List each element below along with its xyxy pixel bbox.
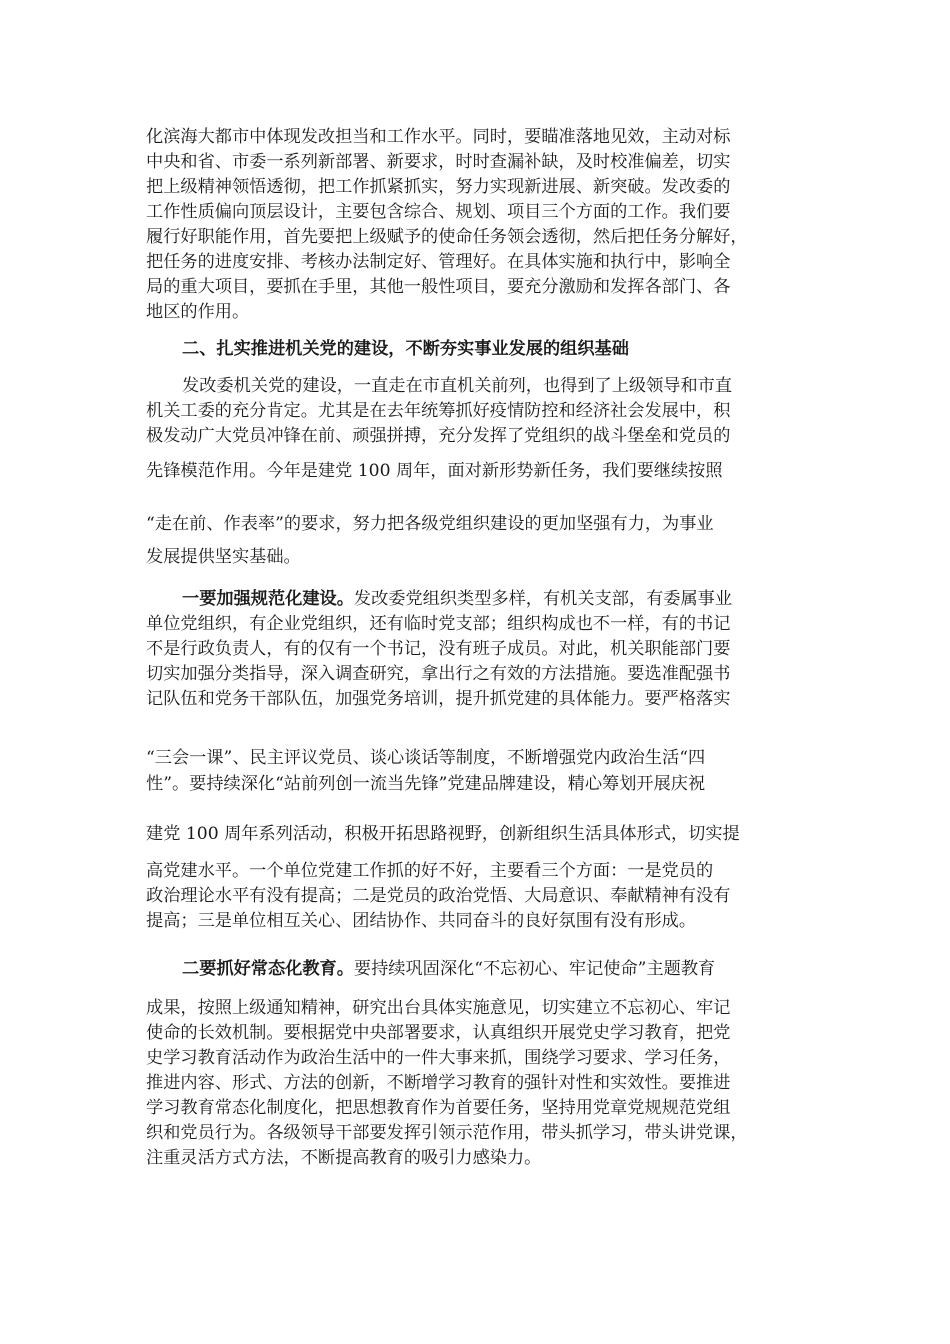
- section-heading: 二、扎实推进机关党的建设，不断夯实事业发展的组织基础: [182, 339, 629, 359]
- text-line: 把上级精神领悟透彻，把工作抓紧抓实，努力实现新进展、新突破。发改委的: [146, 177, 731, 197]
- text-line: 使命的长效机制。要根据党中央部署要求，认真组织开展党史学习教育，把党: [146, 1023, 731, 1043]
- text-line: 单位党组织，有企业党组织，还有临时党支部；组织构成也不一样，有的书记: [146, 614, 731, 634]
- text-line: “走在前、作表率”的要求，努力把各级党组织建设的更加坚强有力，为事业: [146, 514, 714, 534]
- text-line: 织和党员行为。各级领导干部要发挥引领示范作用，带头抓学习，带头讲党课，: [146, 1123, 748, 1143]
- text-line: 建党 100 周年系列活动，积极开拓思路视野，创新组织生活具体形式，切实提: [146, 824, 740, 844]
- text-line: 局的重大项目，要抓在手里，其他一般性项目，要充分激励和发挥各部门、各: [146, 277, 731, 297]
- text-line: [182, 958, 715, 980]
- point-one-text: 发改委党组织类型多样，有机关支部，有委属事业: [353, 589, 733, 609]
- text-line: 不是行政负责人，有的仅有一个书记，没有班子成员。对此，机关职能部门要: [146, 639, 731, 659]
- text-line: 工作性质偏向顶层设计，主要包含综合、规划、项目三个方面的工作。我们要: [146, 202, 731, 222]
- text-line: “三会一课”、民主评议党员、谈心谈话等制度，不断增强党内政治生活“四: [146, 748, 706, 768]
- text-line: 注重灵活方式方法，不断提高教育的吸引力感染力。: [146, 1148, 542, 1168]
- text-line: 政治理论水平有没有提高；二是党员的政治党悟、大局意识、奉献精神有没有: [146, 886, 731, 906]
- text-line: 发展提供坚实基础。: [146, 547, 301, 567]
- text-line: 履行好职能作用，首先要把上级赋予的使命任务领会透彻，然后把任务分解好，: [146, 227, 748, 247]
- text-line: 把任务的进度安排、考核办法制定好、管理好。在具体实施和执行中，影响全: [146, 252, 731, 272]
- text-line: 性”。要持续深化“站前列创一流当先锋”党建品牌建设，精心筹划开展庆祝: [146, 774, 706, 794]
- text-line: 切实加强分类指导，深入调查研究，拿出行之有效的方法措施。要选准配强书: [146, 664, 731, 684]
- text-line: 极发动广大党员冲锋在前、顽强拼搏，充分发挥了党组织的战斗堡垒和党员的: [146, 426, 731, 446]
- text-line: 史学习教育活动作为政治生活中的一件大事来抓，围绕学习要求、学习任务，: [146, 1048, 731, 1068]
- point-two-lead: 二要抓好常态化教育。: [182, 959, 354, 979]
- text-line: 中央和省、市委一系列新部署、新要求，时时查漏补缺，及时校准偏差，切实: [146, 152, 731, 172]
- text-line: 化滨海大都市中体现发改担当和工作水平。同时，要瞄准落地见效，主动对标: [146, 127, 731, 147]
- text-line: 高党建水平。一个单位党建工作抓的好不好，主要看三个方面：一是党员的: [146, 861, 714, 881]
- text-line: 先锋模范作用。今年是建党 100 周年，面对新形势新任务，我们要继续按照: [146, 461, 723, 481]
- text-line: 成果，按照上级通知精神，研究出台具体实施意见，切实建立不忘初心、牢记: [146, 998, 731, 1018]
- text-line: 学习教育常态化制度化，把思想教育作为首要任务，坚持用党章党规规范党组: [146, 1098, 731, 1118]
- point-two-text: 要持续巩固深化“不忘初心、牢记使命”主题教育: [353, 959, 716, 979]
- text-line: 推进内容、形式、方法的创新，不断增学习教育的强针对性和实效性。要推进: [146, 1073, 731, 1093]
- text-line: [182, 588, 732, 610]
- text-line: 机关工委的充分肯定。尤其是在去年统筹抓好疫情防控和经济社会发展中，积: [146, 401, 731, 421]
- text-line: 发改委机关党的建设，一直走在市直机关前列，也得到了上级领导和市直: [182, 376, 733, 396]
- text-line: 地区的作用。: [146, 302, 250, 322]
- point-one-lead: 一要加强规范化建设。: [182, 589, 354, 609]
- text-line: 提高；三是单位相互关心、团结协作、共同奋斗的良好氛围有没有形成。: [146, 911, 697, 931]
- text-line: 记队伍和党务干部队伍，加强党务培训，提升抓党建的具体能力。要严格落实: [146, 689, 731, 709]
